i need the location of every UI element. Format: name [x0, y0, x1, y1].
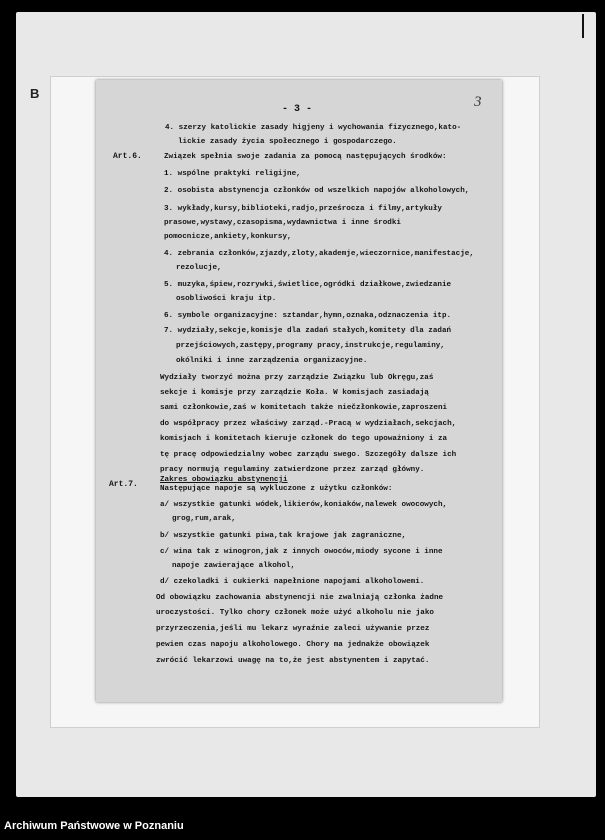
text-line: uroczystości. Tylko chory członek może użyć alkoholu nie jako — [156, 609, 434, 617]
section-heading: Zakres obowiązku abstynencji — [160, 476, 288, 484]
archive-footer — [0, 812, 605, 840]
text-line: przyrzeczenia,jeśli mu lekarz wyraźnie zaleci używanie przez — [156, 625, 430, 633]
text-line: rezolucje, — [176, 264, 222, 272]
text-line: komisjach i komitetach kieruje członek do tego upoważniony i za — [160, 435, 448, 443]
text-line: grog,rum,arak, — [172, 515, 236, 523]
text-line: przejściowych,zastępy,programy pracy,instrukcje,regulaminy, — [176, 342, 445, 350]
text-line: 7. wydziały,sekcje,komisje dla zadań stałych,komitety dla zadań — [164, 327, 452, 335]
text-line: 1. wspólne praktyki religijne, — [164, 170, 301, 178]
pencil-page-number: 3 — [474, 94, 482, 110]
text-line: b/ wszystkie gatunki piwa,tak krajowe jak zagraniczne, — [160, 532, 407, 540]
text-line: do współpracy przez właściwy zarząd.-Pracą w wydziałach,sekcjach, — [160, 420, 457, 428]
text-line: Od obowiązku zachowania abstynencji nie zwalniają członka żadne — [156, 594, 444, 602]
text-line: sekcje i komisje przy zarządzie Koła. W komisjach zasiadają — [160, 389, 429, 397]
text-line: 3. wykłady,kursy,biblioteki,radjo,prześrocza i filmy,artykuły prasowe,wystawy,czasopisma,wydawnictwa i inne środki pomocnicze,ankiety,konkursy, — [164, 205, 442, 241]
text-line: tę pracę odpowiedzialny wobec zarządu swego. Szczegóły dalsze ich — [160, 451, 457, 459]
edge-tick — [582, 14, 584, 38]
text-line: c/ wina tak z winogron,jak z innych owoców,miody sycone i inne — [160, 548, 443, 556]
text-line: okólniki i inne zarządzenia organizacyjne. — [176, 357, 368, 365]
text-line: osobliwości kraju itp. — [176, 295, 277, 303]
text-line: 2. osobista abstynencja członków od wszelkich napojów alkoholowych, — [164, 187, 470, 195]
text-line: Następujące napoje są wykluczone z użytku członków: — [160, 485, 393, 493]
text-line: 4. szerzy katolickie zasady higjeny i wychowania fizycznego,kato- — [165, 124, 462, 132]
text-line: a/ wszystkie gatunki wódek,likierów,koniaków,nalewek owocowych, — [160, 501, 448, 509]
side-mark: B — [30, 86, 40, 101]
text-line: zwrócić lekarzowi uwagę na to,że jest abstynentem i zapytać. — [156, 657, 430, 665]
text-line: pewien czas napoju alkoholowego. Chory ma jednakże obowiązek — [156, 641, 430, 649]
text-line: Wydziały tworzyć można przy zarządzie Związku lub Okręgu,zaś — [160, 374, 434, 382]
archive-name: Archiwum Państwowe w Poznaniu — [4, 820, 184, 832]
page-number: - 3 - — [282, 104, 313, 115]
article-label-6: Art.6. — [113, 152, 142, 161]
text-line: napoje zawierające alkohol, — [172, 562, 296, 570]
text-line: Związek spełnia swoje zadania za pomocą następujących środków: — [164, 153, 447, 161]
text-line: 4. zebrania członków,zjazdy,zloty,akademje,wieczornice,manifestacje, — [164, 250, 474, 258]
text-line: lickie zasady życia społecznego i gospodarczego. — [178, 138, 397, 146]
text-line: sami członkowie,zaś w komitetach także niečzłonkowie,zaproszeni — [160, 404, 448, 412]
text-line: pracy normują regulaminy zatwierdzone przez zarząd główny. — [160, 466, 425, 474]
text-line: d/ czekoladki i cukierki napełnione napojami alkoholowemi. — [160, 578, 425, 586]
article-label-7: Art.7. — [109, 480, 138, 489]
text-line: 5. muzyka,śpiew,rozrywki,świetlice,ogródki działkowe,zwiedzanie — [164, 281, 452, 289]
text-line: 6. symbole organizacyjne: sztandar,hymn,oznaka,odznaczenia itp. — [164, 312, 452, 320]
